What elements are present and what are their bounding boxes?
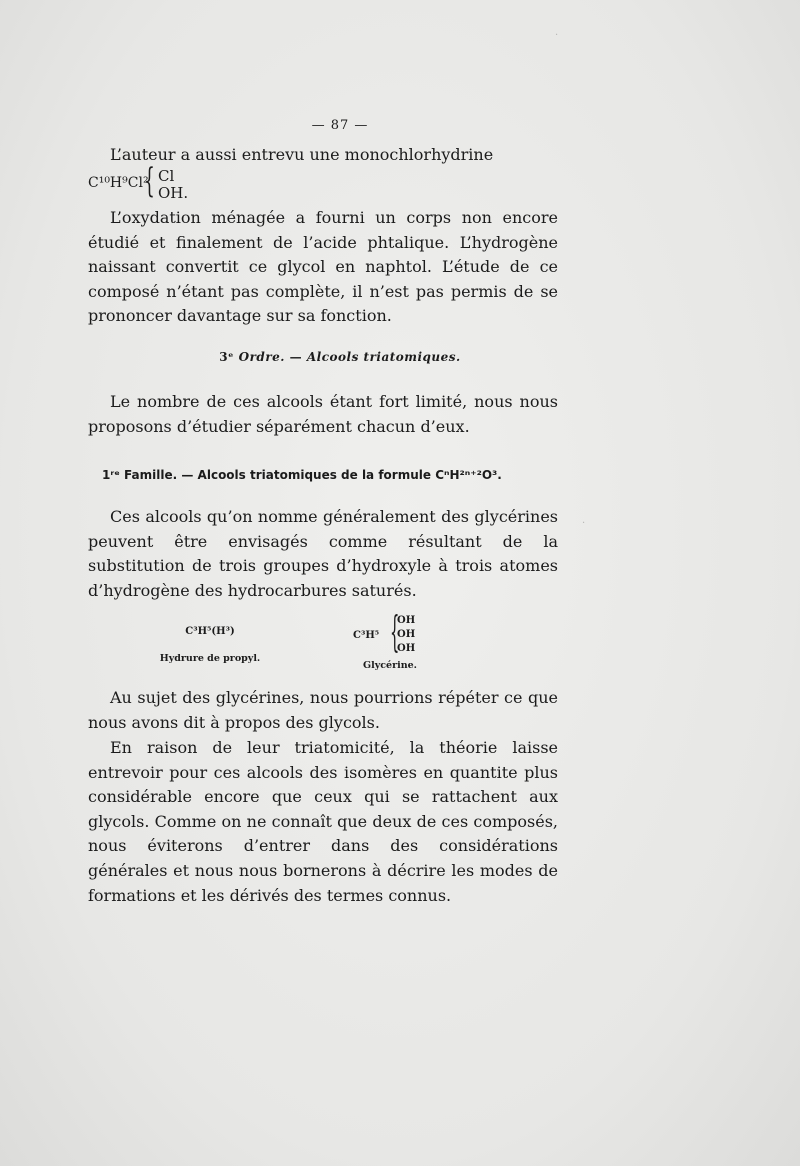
propyl-formula: C³H⁵(H³): [185, 626, 235, 637]
formula-sub-cl: Cl: [158, 167, 175, 185]
paragraph-oxydation: [88, 206, 558, 329]
glycerine-formula: [353, 607, 443, 658]
order-title: Alcools triatomiques.: [306, 350, 461, 364]
formula-base: C¹⁰H⁹Cl²: [88, 175, 149, 191]
chem-col-glycerine: [335, 607, 445, 671]
order-label: Ordre.: [238, 350, 285, 364]
paragraph-sujet: [88, 686, 558, 735]
paragraph-nombre: [88, 390, 558, 439]
paper-speck: ·: [555, 30, 559, 41]
paragraph-intro-line: L’auteur a aussi entrevu une monochlorhydrine: [110, 145, 494, 164]
chem-col-propyl: [140, 626, 280, 664]
paragraph-glycerines-def: [88, 505, 558, 603]
propyl-caption: Hydrure de propyl.: [159, 653, 261, 664]
paragraph-sujet-text: Au sujet des glycérines, nous pourrions répéter ce que nous avons dit à propos des glycols.: [88, 688, 558, 732]
paragraph-nombre-text: Le nombre de ces alcools étant fort limité, nous nous proposons d’étudier séparément chacun d’eux.: [88, 392, 558, 436]
brace-glyph: {: [390, 607, 400, 656]
paragraph-triatomicite-text: En raison de leur triatomicité, la théorie laisse entrevoir pour ces alcools des isomères en quantite plus considérable encore que ceux qui se rattachent aux glycols. Comme on ne connaît que deux de ces composés, nous éviterons d’entrer dans des considérations générales et nous nous bornerons à décrire les modes de formations et les dérivés des termes connus.: [88, 738, 558, 905]
paragraph-triatomicite: [88, 736, 558, 908]
glycerine-formula-base: C³H⁵: [353, 630, 380, 641]
order-heading: [0, 350, 680, 364]
glycerine-sub-3: OH: [397, 643, 416, 654]
brace-glyph: {: [144, 161, 155, 201]
family-heading: 1ʳᵉ Famille. — Alcools triatomiques de la formule CⁿH²ⁿ⁺²O³.: [102, 468, 502, 482]
glycerine-sub-2: OH: [397, 629, 416, 640]
glycerine-sub-1: OH: [397, 615, 416, 626]
paragraph-oxydation-text: L’oxydation ménagée a fourni un corps non encore étudié et finalement de l’acide phtalique. L’hydrogène naissant convertit ce glycol en naphtol. L’étude de ce composé n’étant pas complète, il n’est pas permis de se prononcer davantage sur sa fonction.: [88, 208, 558, 326]
paper-speck: ·: [582, 518, 586, 529]
chemical-formula-table: [140, 607, 480, 674]
glycerine-caption: Glycérine.: [363, 660, 417, 671]
glycerine-substituents: [397, 614, 415, 656]
paragraph-glycerines-def-text: Ces alcools qu’on nomme généralement des glycérines peuvent être envisagés comme résultant de la substitution de trois groupes d’hydroxyle à trois atomes d’hydrogène des hydrocarbures saturés.: [88, 507, 558, 600]
paragraph-intro: [88, 143, 558, 168]
order-number: 3ᵉ: [219, 350, 234, 364]
formula-sub-oh: OH.: [158, 184, 189, 202]
order-dash: —: [289, 350, 303, 364]
page-number: — 87 —: [311, 118, 369, 133]
formula-substituents: [158, 168, 188, 202]
